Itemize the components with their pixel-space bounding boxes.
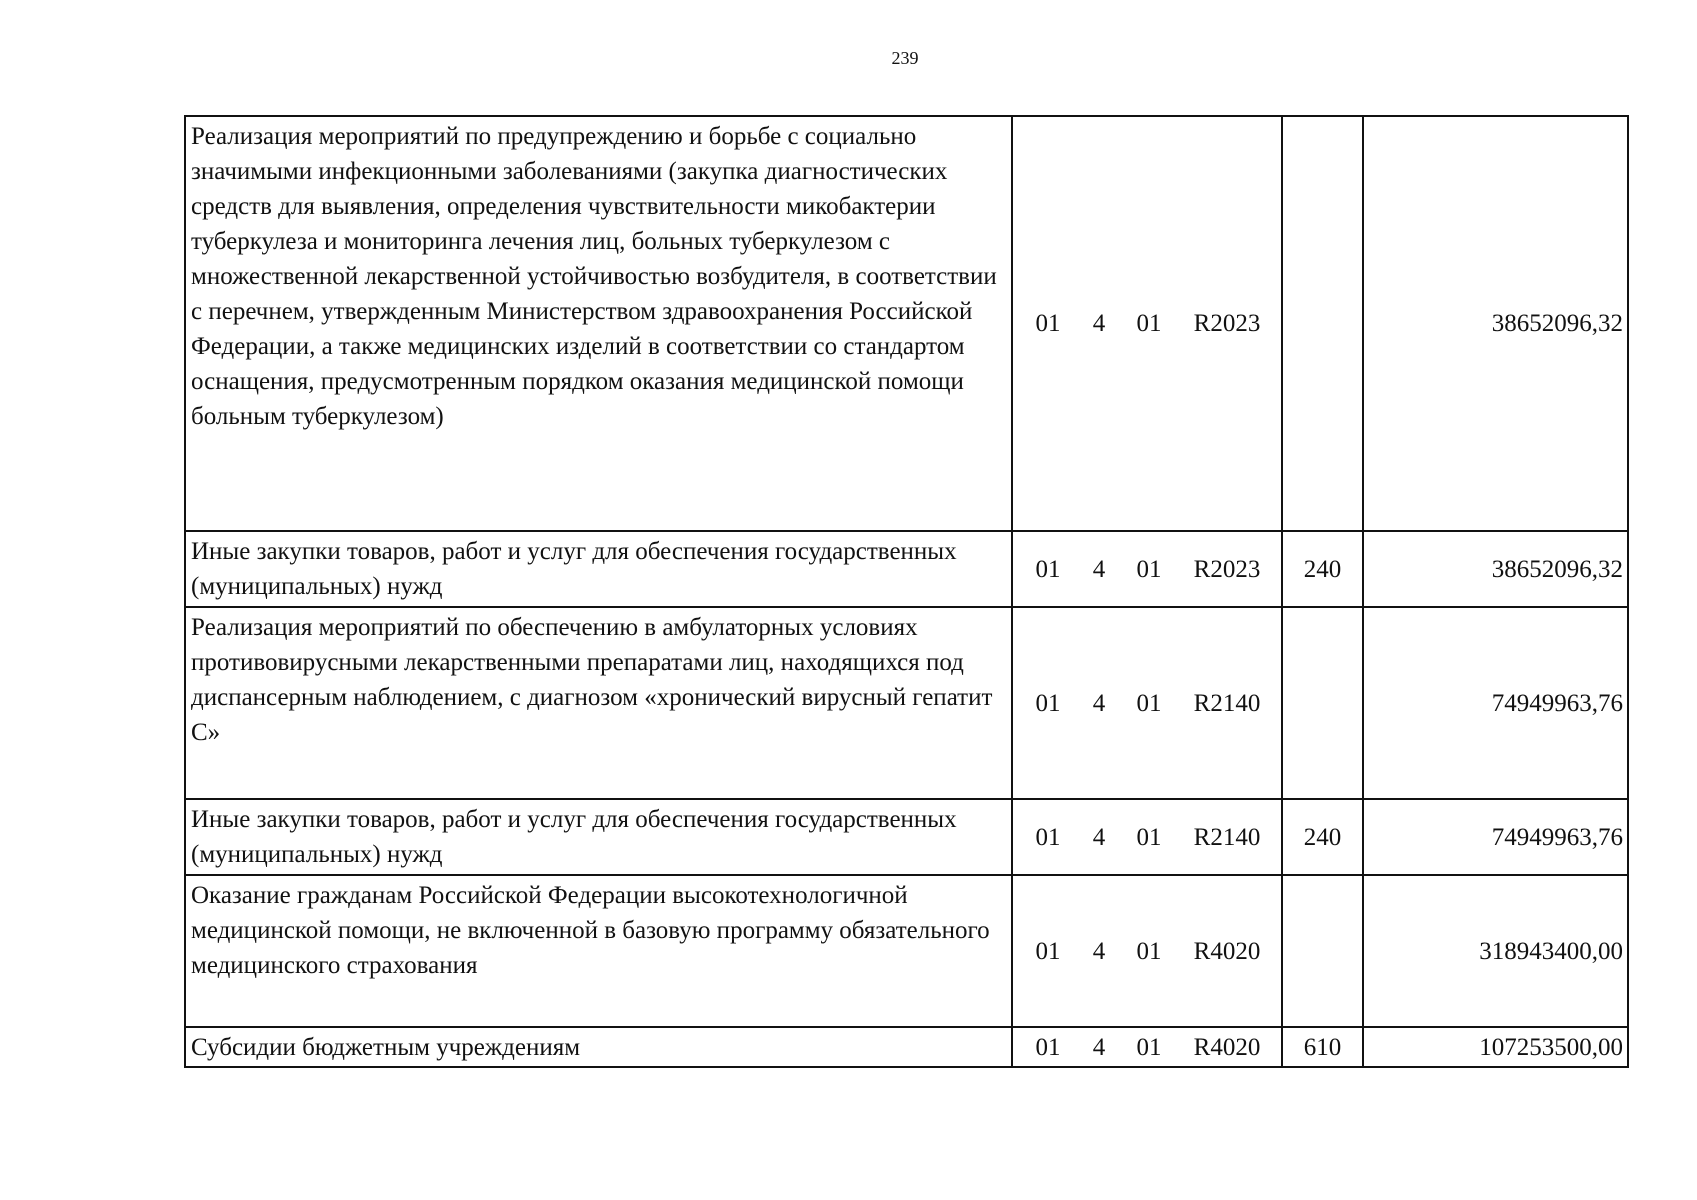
table-row — [185, 799, 1628, 875]
main-event-code: 01 — [1136, 937, 1162, 965]
row-description: Реализация мероприятий по обеспечению в амбулаторных условиях противовирусными лекарственными препаратами лиц, находящихся под диспансерным наблюдением, с диагнозом «хронический вирусный гепатит С» — [185, 607, 1012, 799]
row-description: Иные закупки товаров, работ и услуг для обеспечения государственных (муниципальных) нужд — [185, 531, 1012, 607]
program-code: 01 — [1035, 823, 1061, 851]
row-codes — [1012, 875, 1282, 1027]
row-codes — [1012, 531, 1282, 607]
program-code: 01 — [1035, 937, 1061, 965]
row-description: Реализация мероприятий по предупреждению и борьбе с социально значимыми инфекционными заболеваниями (закупка диагностических средств для выявления, определения чувствительности микобактерии туберкулеза и мониторинга лечения лиц, больных туберкулезом с множественной лекарственной устойчивостью возбудителя, в соответствии с перечнем, утвержденным Министерством здравоохранения Российской Федерации, а также медицинских изделий в соответствии со стандартом оснащения, предусмотренным порядком оказания медицинской помощи больным туберкулезом) — [185, 116, 1012, 531]
expense-type — [1282, 116, 1363, 531]
row-description: Оказание гражданам Российской Федерации высокотехнологичной медицинской помощи, не включенной в базовую программу обязательного медицинского страхования — [185, 875, 1012, 1027]
main-event-code: 01 — [1136, 689, 1162, 717]
expense-type: 610 — [1282, 1027, 1363, 1067]
program-code: 01 — [1035, 1033, 1061, 1061]
row-codes — [1012, 799, 1282, 875]
main-event-code: 01 — [1136, 555, 1162, 583]
expense-type — [1282, 607, 1363, 799]
row-description: Иные закупки товаров, работ и услуг для обеспечения государственных (муниципальных) нужд — [185, 799, 1012, 875]
amount: 318943400,00 — [1363, 875, 1628, 1027]
budget-table — [184, 115, 1629, 1068]
program-code: 01 — [1035, 689, 1061, 717]
row-codes — [1012, 1027, 1282, 1067]
table-row — [185, 607, 1628, 799]
direction-code: R2140 — [1193, 823, 1261, 851]
amount: 74949963,76 — [1363, 607, 1628, 799]
subprogram-code: 4 — [1092, 689, 1106, 717]
subprogram-code: 4 — [1092, 937, 1106, 965]
table-row — [185, 116, 1628, 531]
program-code: 01 — [1035, 555, 1061, 583]
subprogram-code: 4 — [1092, 310, 1106, 337]
page-number: 239 — [891, 48, 919, 68]
direction-code: R2023 — [1193, 555, 1261, 583]
table-row — [185, 531, 1628, 607]
amount: 107253500,00 — [1363, 1027, 1628, 1067]
row-codes — [1012, 116, 1282, 531]
main-event-code: 01 — [1136, 310, 1162, 337]
expense-type: 240 — [1282, 531, 1363, 607]
expense-type — [1282, 875, 1363, 1027]
row-codes — [1012, 607, 1282, 799]
expense-type: 240 — [1282, 799, 1363, 875]
main-event-code: 01 — [1136, 823, 1162, 851]
amount: 38652096,32 — [1363, 531, 1628, 607]
direction-code: R4020 — [1193, 937, 1261, 965]
amount: 38652096,32 — [1363, 116, 1628, 531]
direction-code: R4020 — [1193, 1033, 1261, 1061]
program-code: 01 — [1035, 310, 1061, 337]
table-row — [185, 1027, 1628, 1067]
subprogram-code: 4 — [1092, 1033, 1106, 1061]
amount: 74949963,76 — [1363, 799, 1628, 875]
table-row — [185, 875, 1628, 1027]
direction-code: R2140 — [1193, 689, 1261, 717]
direction-code: R2023 — [1193, 310, 1261, 337]
subprogram-code: 4 — [1092, 555, 1106, 583]
subprogram-code: 4 — [1092, 823, 1106, 851]
main-event-code: 01 — [1136, 1033, 1162, 1061]
row-description: Субсидии бюджетным учреждениям — [185, 1027, 1012, 1067]
